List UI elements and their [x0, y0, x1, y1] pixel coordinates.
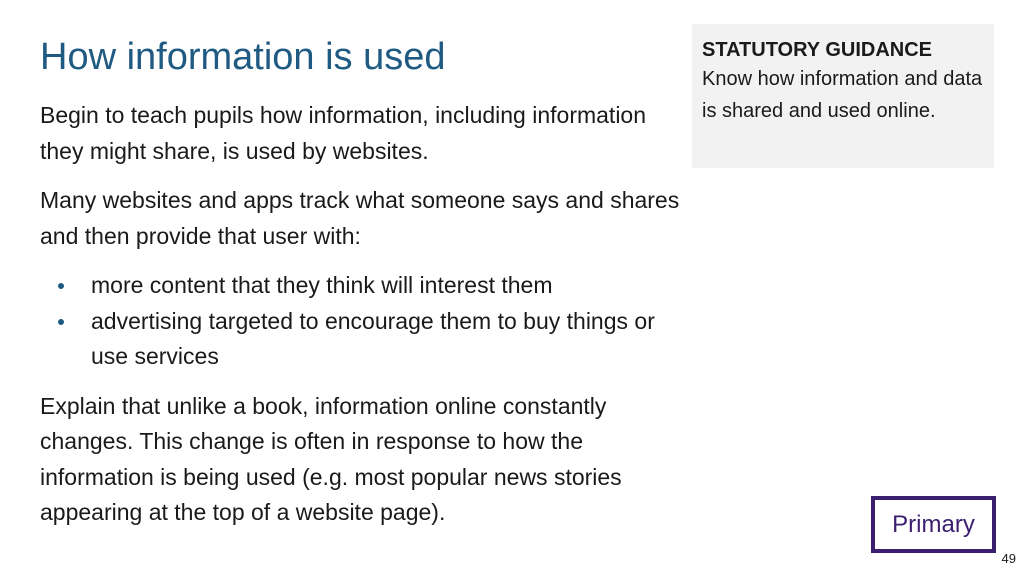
- page-title: How information is used: [40, 36, 446, 78]
- list-item: [40, 268, 680, 304]
- explain-paragraph: Explain that unlike a book, information online constantly changes. This change is often in response to how the information is being used (e.g. most popular news stories appearing at the top of a website page).: [40, 392, 622, 525]
- statutory-guidance-box: [692, 24, 994, 168]
- bullet-text: advertising targeted to encourage them to buy things or use services: [91, 307, 655, 369]
- guidance-heading: STATUTORY GUIDANCE: [702, 39, 933, 61]
- bullet-list: [40, 268, 680, 375]
- bullet-text: more content that they think will interest them: [91, 272, 553, 298]
- tracking-paragraph: Many websites and apps track what someone says and shares and then provide that user with:: [40, 187, 680, 249]
- bullet-icon: [58, 283, 64, 289]
- main-content: [40, 98, 680, 545]
- page-number: 49: [1001, 551, 1016, 566]
- bullet-icon: [58, 319, 64, 325]
- primary-badge: Primary: [871, 496, 996, 553]
- intro-paragraph: Begin to teach pupils how information, including information they might share, is used by websites.: [40, 102, 647, 164]
- guidance-text: Know how information and data is shared and used online.: [702, 68, 983, 122]
- list-item: [40, 304, 680, 375]
